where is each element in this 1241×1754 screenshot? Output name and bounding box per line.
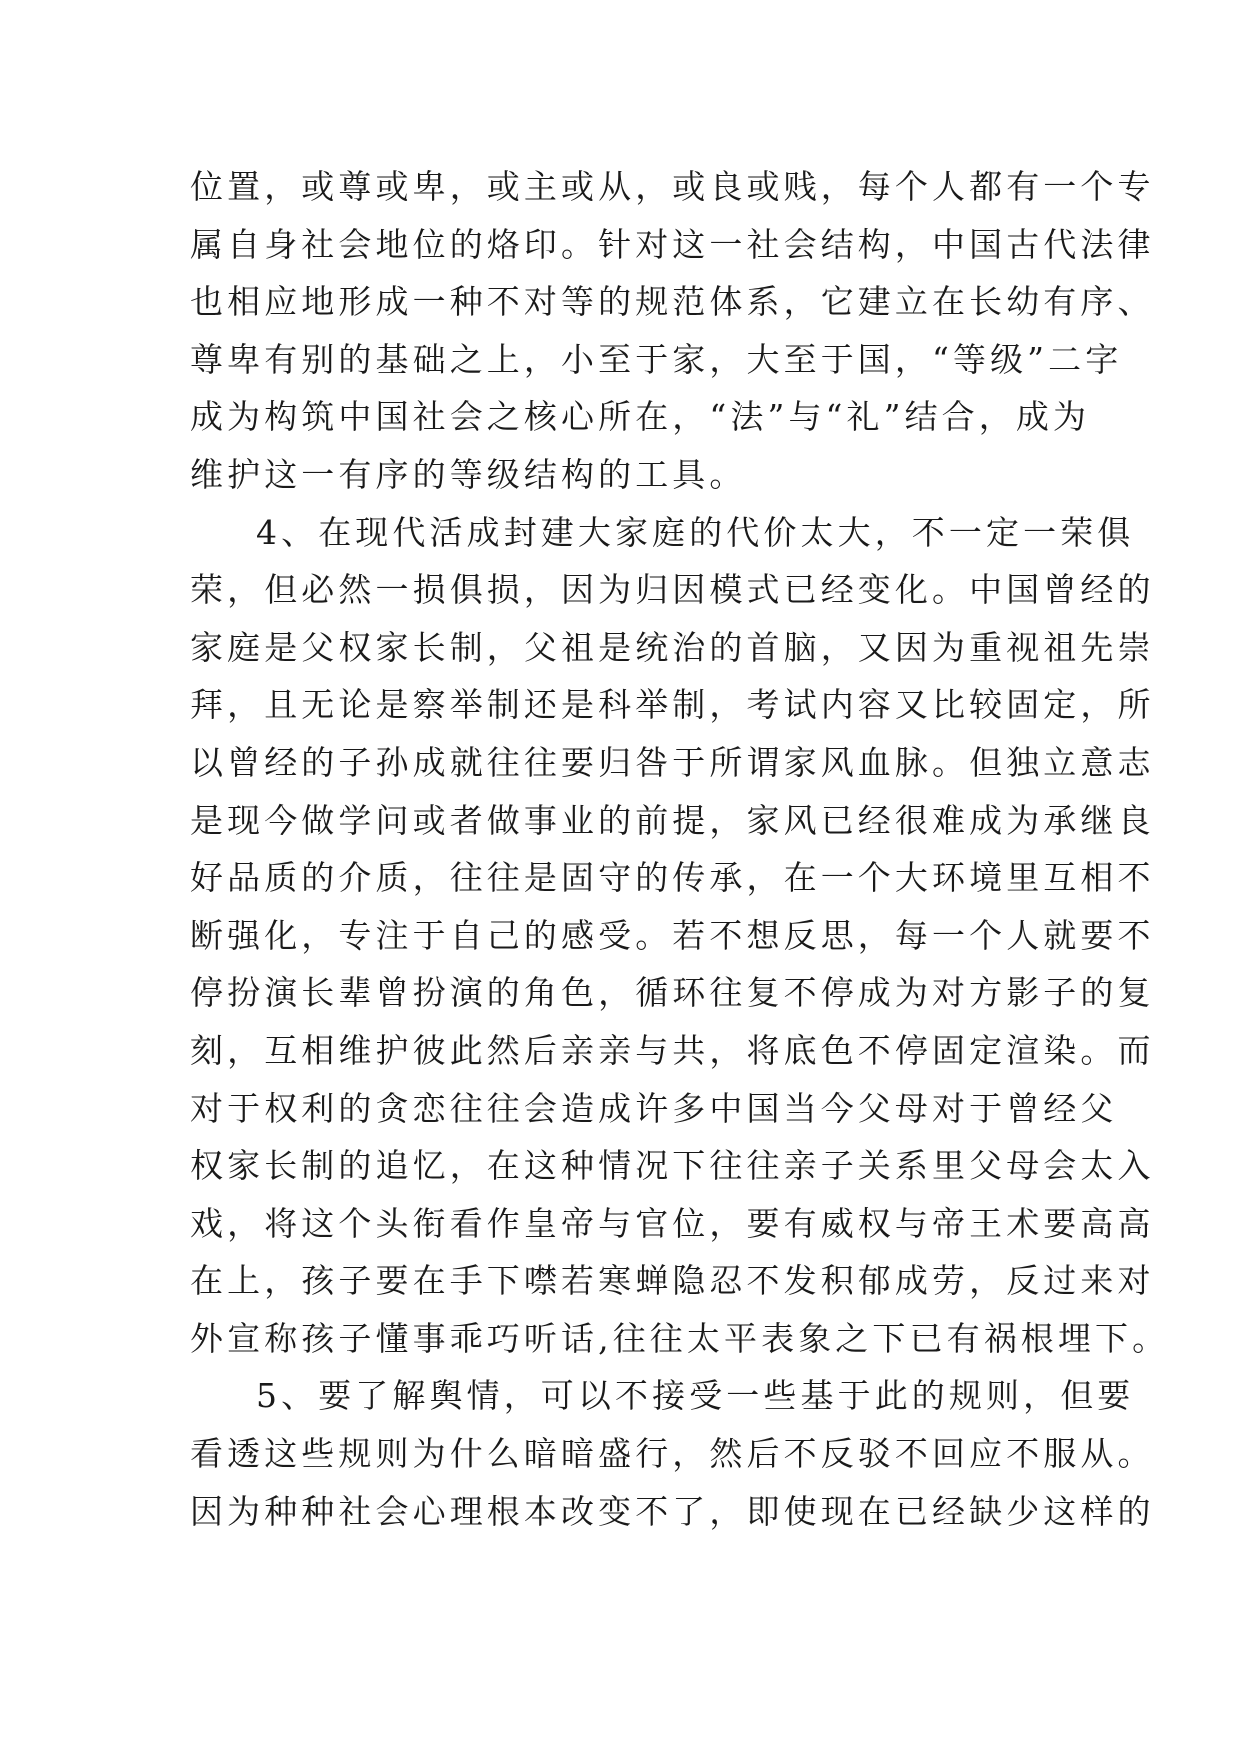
- text-line: 断强化，专注于自己的感受。若不想反思，每一个人就要不: [190, 915, 1155, 955]
- text-line: 维护这一有序的等级结构的工具。: [190, 454, 747, 494]
- text-line: 是现今做学问或者做事业的前提，家风已经很难成为承继良: [190, 800, 1155, 840]
- text-line: 刻，互相维护彼此然后亲亲与共，将底色不停固定渲染。而: [190, 1030, 1155, 1070]
- text-line: 对于权利的贪恋往往会造成许多中国当今父母对于曾经父: [190, 1088, 1118, 1128]
- text-line: 看透这些规则为什么暗暗盛行，然后不反驳不回应不服从。: [190, 1434, 1155, 1474]
- paragraph-2: [190, 504, 1170, 1368]
- text-line-indented: 5、要了解舆情，可以不接受一些基于此的规则，但要: [256, 1376, 1135, 1416]
- text-line: 以曾经的子孙成就往往要归咎于所谓家风血脉。但独立意志: [190, 742, 1155, 782]
- text-line: 尊卑有别的基础之上，小至于家，大至于国，“等级”二字: [190, 339, 1123, 379]
- text-line: 成为构筑中国社会之核心所在，“法”与“礼”结合，成为: [190, 397, 1091, 437]
- text-line: 权家长制的追忆，在这种情况下往往亲子关系里父母会太入: [190, 1146, 1155, 1186]
- text-line: 属自身社会地位的烙印。针对这一社会结构，中国古代法律: [190, 224, 1155, 264]
- text-line: 戏，将这个头衔看作皇帝与官位，要有威权与帝王术要高高: [190, 1203, 1155, 1243]
- text-line: 停扮演长辈曾扮演的角色，循环往复不停成为对方影子的复: [190, 973, 1155, 1013]
- text-line-indented: 4、在现代活成封建大家庭的代价太大，不一定一荣俱: [256, 512, 1135, 552]
- text-line: 好品质的介质，往往是固守的传承，在一个大环境里互相不: [190, 858, 1155, 898]
- text-line: 在上，孩子要在手下噤若寒蝉隐忍不发积郁成劳，反过来对: [190, 1261, 1155, 1301]
- body-text: [190, 158, 1170, 1540]
- paragraph-3: [190, 1367, 1155, 1540]
- text-line: 家庭是父权家长制，父祖是统治的首脑，又因为重视祖先崇: [190, 627, 1155, 667]
- text-line: 拜，且无论是察举制还是科举制，考试内容又比较固定，所: [190, 685, 1155, 725]
- paragraph-1: [190, 158, 1155, 504]
- text-line: 因为种种社会心理根本改变不了，即使现在已经缺少这样的: [190, 1491, 1155, 1531]
- text-line: 外宣称孩子懂事乖巧听话,往往太平表象之下已有祸根埋下。: [190, 1318, 1170, 1358]
- text-line: 也相应地形成一种不对等的规范体系，它建立在长幼有序、: [190, 282, 1155, 322]
- text-line: 位置，或尊或卑，或主或从，或良或贱，每个人都有一个专: [190, 167, 1155, 206]
- text-line: 荣，但必然一损俱损，因为归因模式已经变化。中国曾经的: [190, 570, 1155, 610]
